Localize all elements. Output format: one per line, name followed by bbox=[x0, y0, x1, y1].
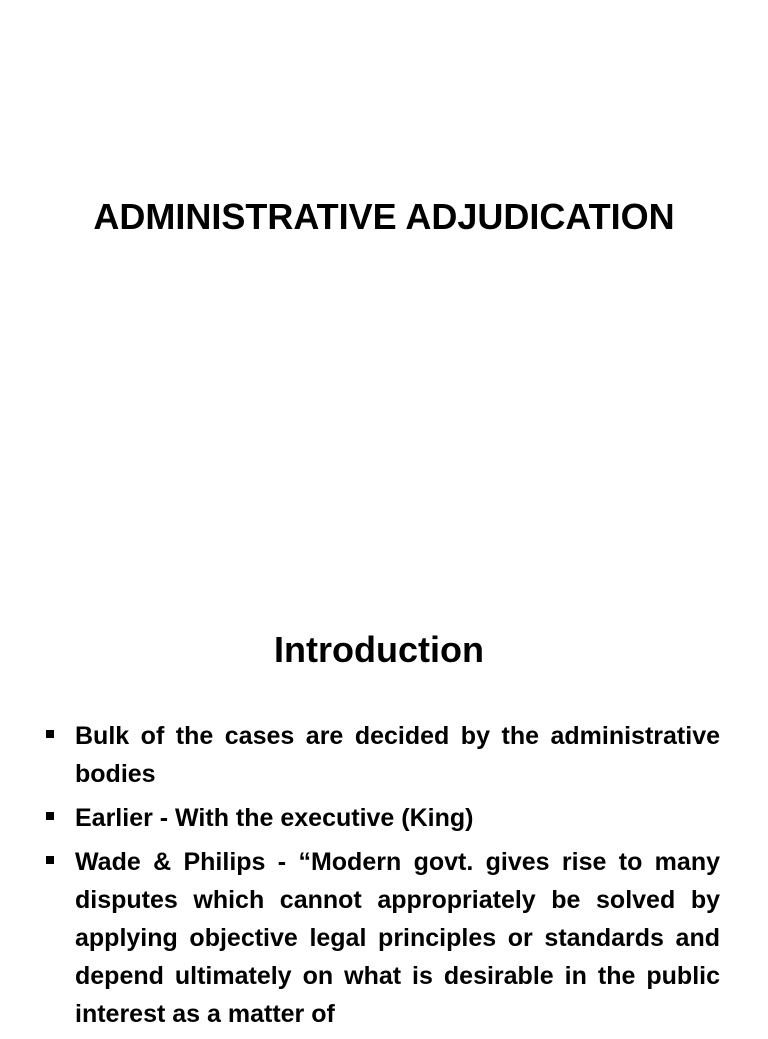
square-bullet-icon bbox=[46, 730, 54, 738]
bullet-item bbox=[44, 717, 720, 793]
bullet-text: Earlier - With the executive (King) bbox=[75, 804, 474, 832]
bullet-text: Bulk of the cases are decided by the administrative bodies bbox=[75, 722, 720, 788]
section-heading-introduction: Introduction bbox=[274, 629, 484, 670]
bullet-list bbox=[44, 717, 720, 1039]
bullet-text: Wade & Philips - “Modern govt. gives rise to many disputes which cannot appropriately be solved by applying objective legal principles or standards and depend ultimately on what is desirable in the public interest as a matter of bbox=[75, 848, 720, 1028]
bullet-item bbox=[44, 799, 720, 837]
square-bullet-icon bbox=[46, 856, 54, 864]
slide-title: ADMINISTRATIVE ADJUDICATION bbox=[93, 196, 675, 237]
square-bullet-icon bbox=[46, 812, 54, 820]
bullet-item bbox=[44, 843, 720, 1033]
